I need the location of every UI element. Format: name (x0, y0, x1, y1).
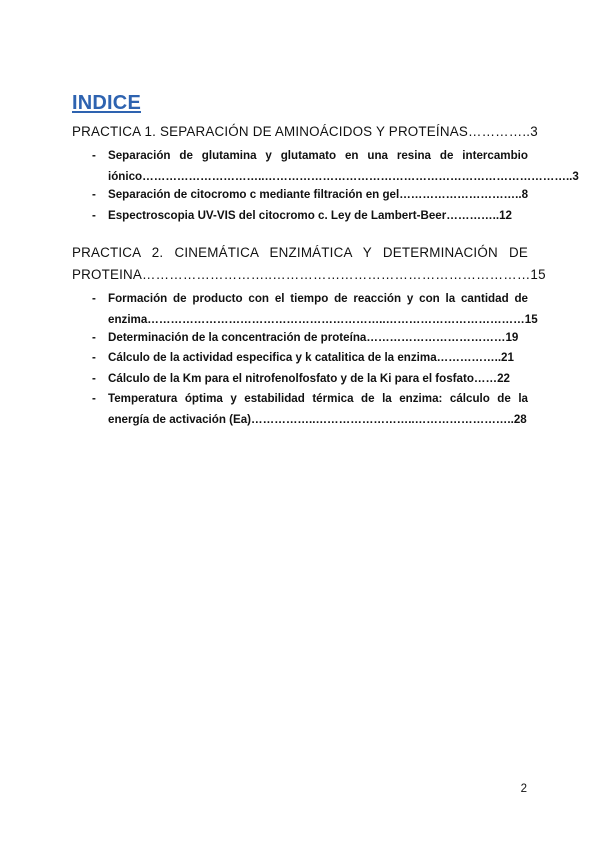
toc-item-glutamina (92, 145, 579, 187)
index-title: INDICE (72, 92, 141, 114)
list-dash: - (92, 372, 96, 385)
toc-item-espectroscopia (92, 205, 528, 226)
practica-2-heading-cont: PROTEINA………………………..…………………………………………………15 (72, 267, 546, 282)
toc-item-actividad (92, 347, 528, 368)
practica-1-heading: PRACTICA 1. SEPARACIÓN DE AMINOÁCIDOS Y PROTEÍNAS…………..3 (72, 124, 538, 139)
list-dash: - (92, 292, 96, 305)
list-dash: - (92, 351, 96, 364)
list-dash: - (92, 331, 96, 344)
toc-item-line: Formación de producto con el tiempo de reacción y con la cantidad de (108, 292, 528, 305)
toc-item-line: Temperatura óptima y estabilidad térmica de la enzima: cálculo de la (108, 392, 528, 405)
toc-item-km (92, 368, 528, 389)
toc-item-line: Separación de citocromo c mediante filtración en gel…………………………..8 (108, 188, 529, 201)
toc-item-line: energía de activación (Ea)……………..……………………..……………………..28 (108, 413, 527, 426)
toc-item-temperatura (92, 388, 528, 430)
toc-item-formacion (92, 288, 538, 330)
list-dash: - (92, 209, 96, 222)
toc-item-line: Separación de glutamina y glutamato en una resina de intercambio (108, 149, 528, 162)
page-number: 2 (520, 783, 527, 795)
toc-item-line: enzima……………………………………………………..………………………………15 (108, 313, 538, 326)
toc-item-line: Cálculo de la Km para el nitrofenolfosfato y de la Ki para el fosfato……22 (108, 372, 511, 385)
toc-item-line: iónico…………………………..……………………………………………………………………..3 (108, 170, 579, 183)
list-dash: - (92, 188, 96, 201)
toc-item-determinacion (92, 327, 528, 348)
list-dash: - (92, 149, 96, 162)
practica-2-heading: PRACTICA 2. CINEMÁTICA ENZIMÁTICA Y DETERMINACIÓN DE (72, 245, 528, 260)
toc-item-line: Cálculo de la actividad especifica y k catalitica de la enzima……………..21 (108, 351, 514, 364)
toc-item-citocromo (92, 184, 528, 205)
toc-item-line: Determinación de la concentración de proteína………………………………19 (108, 331, 519, 344)
list-dash: - (92, 392, 96, 405)
toc-item-line: Espectroscopia UV-VIS del citocromo c. Ley de Lambert-Beer…………..12 (108, 209, 512, 222)
